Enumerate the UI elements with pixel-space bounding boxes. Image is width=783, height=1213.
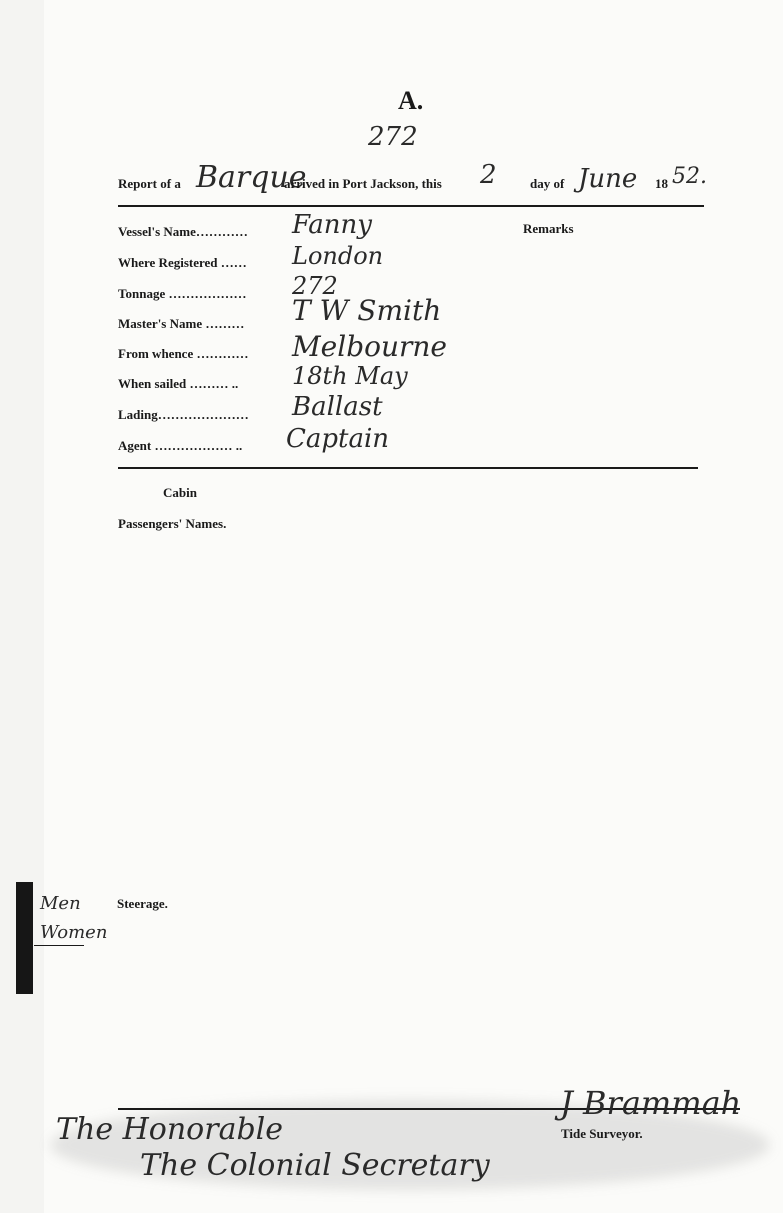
form-letter: A. bbox=[398, 86, 424, 115]
field-value: 18th May bbox=[292, 362, 408, 390]
remarks-label: Remarks bbox=[523, 221, 574, 236]
addressee-line1: The Honorable bbox=[56, 1112, 284, 1147]
field-label: Tonnage ……………… bbox=[118, 286, 247, 301]
report-prefix: Report of a bbox=[118, 176, 181, 191]
day-label: day of bbox=[530, 176, 565, 191]
year-printed: 18 bbox=[655, 176, 668, 191]
form-number: 272 bbox=[368, 122, 418, 152]
steerage-men: Men bbox=[40, 893, 81, 914]
steerage-rule bbox=[34, 945, 84, 946]
field-label: Vessel's Name………… bbox=[118, 224, 248, 239]
surveyor-signature: J Brammah bbox=[560, 1084, 742, 1122]
field-label: Agent ……………… .. bbox=[118, 438, 243, 453]
field-label: From whence ………… bbox=[118, 346, 249, 361]
steerage-women: Women bbox=[40, 922, 108, 943]
field-value: Fanny bbox=[292, 210, 372, 240]
field-value: Melbourne bbox=[292, 330, 447, 363]
field-label: Where Registered …… bbox=[118, 255, 247, 270]
field-label: Master's Name ……… bbox=[118, 316, 245, 331]
day-value: 2 bbox=[480, 160, 497, 190]
addressee-line2: The Colonial Secretary bbox=[140, 1148, 490, 1183]
field-value: Ballast bbox=[292, 392, 383, 422]
arrived-text: arrived in Port Jackson, this bbox=[284, 176, 442, 191]
field-label: When sailed ……… .. bbox=[118, 376, 239, 391]
binding-edge bbox=[16, 882, 33, 994]
steerage-label: Steerage. bbox=[117, 896, 168, 911]
vessel-type-value: Barque bbox=[196, 160, 307, 195]
fields-rule bbox=[118, 467, 698, 469]
field-label: Lading………………… bbox=[118, 407, 249, 422]
field-value: London bbox=[292, 242, 384, 270]
field-value: T W Smith bbox=[292, 294, 442, 327]
month-value: June bbox=[578, 164, 638, 194]
surveyor-title: Tide Surveyor. bbox=[561, 1126, 643, 1141]
field-value: 272 bbox=[292, 272, 338, 300]
header-rule bbox=[118, 205, 704, 207]
passengers-label: Passengers' Names. bbox=[118, 516, 227, 531]
field-value: Captain bbox=[286, 424, 390, 454]
year-value: 52. bbox=[672, 164, 707, 189]
cabin-label: Cabin bbox=[163, 485, 197, 500]
